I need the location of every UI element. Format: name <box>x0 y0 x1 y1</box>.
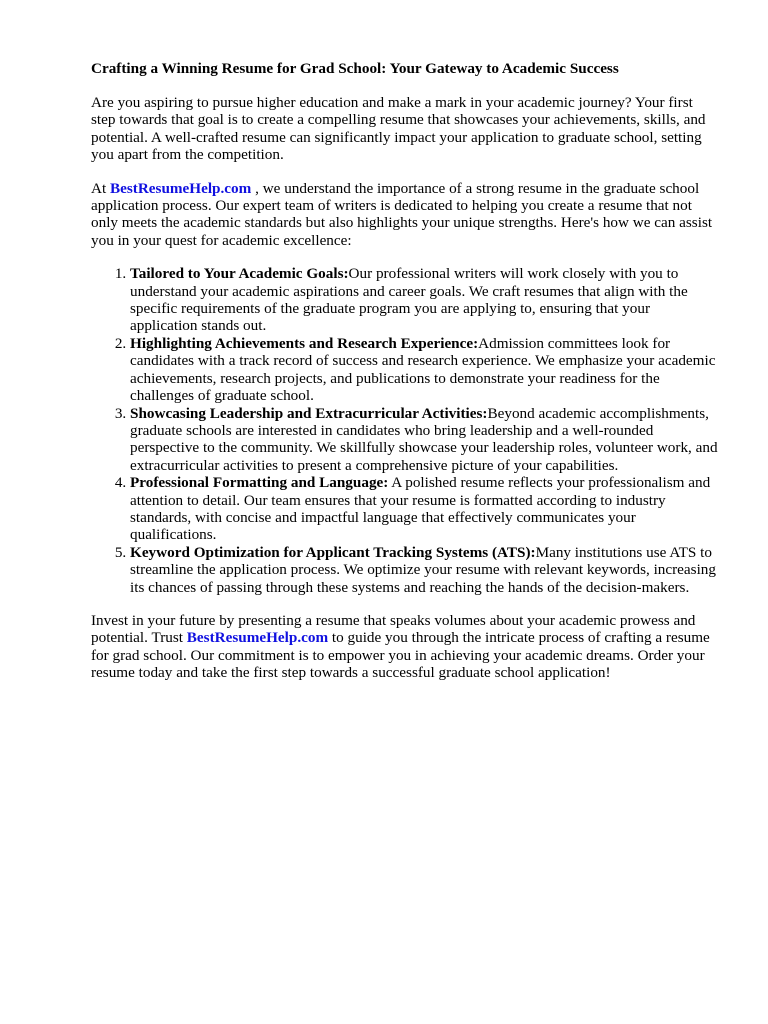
closing-paragraph-prefix: Invest in your future by presenting a resume that speaks volumes about your academic prowess and potential. Trust <box>91 611 696 647</box>
intro-paragraph: Are you aspiring to pursue higher education and make a mark in your academic journey? Your first step towards that goal is to create a compelling resume that showcases your achievements, skills, and potential. A well-crafted resume can significantly impact your application to graduate school, setting you apart from the competition. <box>91 94 706 164</box>
services-paragraph <box>91 180 721 250</box>
services-paragraph-prefix: At <box>91 179 110 197</box>
list-item-title: Highlighting Achievements and Research Experience: <box>130 334 479 352</box>
list-item <box>130 474 721 544</box>
list-item <box>130 544 721 596</box>
list-item-body: Beyond academic accomplishments, graduate schools are interested in candidates who bring leadership and a well-rounded perspective to the community. We skillfully showcase your leadership roles, volunteer work, and extracurricular activities to present a comprehensive picture of your capabilities. <box>130 404 718 474</box>
list-item <box>130 265 721 335</box>
list-item-title: Keyword Optimization for Applicant Tracking Systems (ATS): <box>130 543 536 561</box>
list-item-body: Admission committees look for candidates with a track record of success and research experience. We emphasize your academic achievements, research projects, and publications to demonstrate your readiness for the challenges of graduate school. <box>130 334 716 405</box>
closing-paragraph <box>91 612 721 682</box>
closing-paragraph-suffix: to guide you through the intricate process of crafting a resume for grad school. Our commitment is to empower you in achieving your academic dreams. Order your resume today and take the first step towards a successful graduate school application! <box>91 629 710 682</box>
document-title: Crafting a Winning Resume for Grad School: Your Gateway to Academic Success <box>91 60 619 77</box>
list-item-body: Our professional writers will work closely with you to understand your academic aspirations and career goals. We craft resumes that align with the specific requirements of the graduate program you are applying to, ensuring that your application stands out. <box>130 265 688 335</box>
document-page <box>91 60 721 698</box>
list-item-title: Tailored to Your Academic Goals: <box>130 265 349 283</box>
list-item-body: Many institutions use ATS to streamline the application process. We optimize your resume with relevant keywords, increasing its chances of passing through these systems and reaching the hands of the decision-makers. <box>130 543 716 596</box>
benefits-list <box>91 265 721 596</box>
list-item-body: A polished resume reflects your professionalism and attention to detail. Our team ensures that your resume is formatted according to industry standards, with concise and impactful language that effectively communicates your qualifications. <box>130 474 711 544</box>
bestresumehelp-link[interactable]: BestResumeHelp.com <box>109 179 252 197</box>
list-item <box>130 405 721 475</box>
list-item <box>130 335 721 405</box>
bestresumehelp-closing-link[interactable]: BestResumeHelp.com <box>186 629 329 647</box>
list-item-title: Professional Formatting and Language: <box>130 474 389 492</box>
list-item-title: Showcasing Leadership and Extracurricular Activities: <box>130 404 488 422</box>
services-paragraph-suffix: , we understand the importance of a strong resume in the graduate school application process. Our expert team of writers is dedicated to helping you create a resume that not only meets the academic standards but also highlights your unique strengths. Here's how we can assist you in your quest for academic excellence: <box>91 179 713 249</box>
